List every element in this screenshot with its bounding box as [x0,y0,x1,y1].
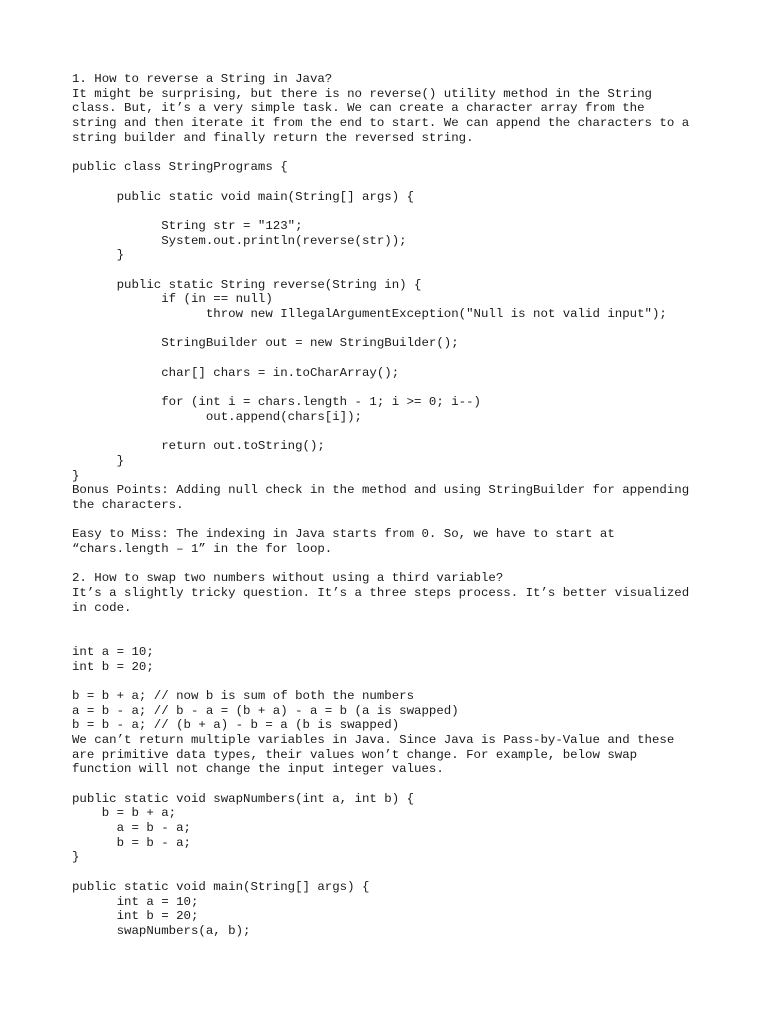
text-line: String str = "123"; [72,218,303,233]
text-line: public static String reverse(String in) { [72,277,422,292]
text-line: StringBuilder out = new StringBuilder(); [72,336,459,351]
text-line: b = b - a; [72,835,191,850]
text-line: “chars.length – 1” in the for loop. [72,542,333,556]
text-line [72,263,712,278]
text-line: string builder and finally return the reversed string. [72,130,474,145]
text-line: } [72,468,80,483]
text-line: in code. [72,600,132,615]
text-line: for (int i = chars.length - 1; i >= 0; i--) [72,395,481,410]
text-line [72,615,712,630]
text-line [72,865,712,880]
text-line [72,145,712,160]
text-line: 2. How to swap two numbers without using a third variable? [72,571,504,586]
text-line: b = b + a; // now b is sum of both the numbers [72,688,415,703]
text-line: b = b - a; // (b + a) - b = a (b is swapped) [72,718,400,733]
text-line [72,513,712,528]
text-line: char[] chars = in.toCharArray(); [72,365,400,380]
text-line: the characters. [72,497,184,512]
text-line: a = b - a; [72,821,191,836]
text-line: string and then iterate it from the end to start. We can append the characters to a [72,116,690,131]
text-line: public static void main(String[] args) { [72,879,370,894]
text-line [72,175,712,190]
text-line: } [72,453,125,468]
text-line [72,425,712,440]
text-line: public class StringPrograms { [72,160,288,175]
text-line: It’s a slightly tricky question. It’s a three steps process. It’s better visualized [72,586,690,601]
text-line [72,351,712,366]
text-line: throw new IllegalArgumentException("Null is not valid input"); [72,307,667,321]
text-line: public static void main(String[] args) { [72,189,415,204]
text-line: swapNumbers(a, b); [72,923,251,938]
text-line [72,674,712,689]
text-line: System.out.println(reverse(str)); [72,233,407,248]
text-line [72,322,712,337]
text-line: int b = 20; [72,659,154,674]
text-line: int a = 10; [72,644,154,659]
text-line [72,630,712,645]
text-line: are primitive data types, their values won’t change. For example, below swap [72,747,638,762]
text-line: It might be surprising, but there is no reverse() utility method in the String [72,86,652,101]
text-line [72,380,712,395]
text-line: We can’t return multiple variables in Java. Since Java is Pass-by-Value and these [72,732,675,747]
text-line [72,777,712,792]
text-line: out.append(chars[i]); [72,409,362,424]
document-text [72,72,712,939]
text-line: Easy to Miss: The indexing in Java starts from 0. So, we have to start at [72,527,615,542]
text-line: class. But, it’s a very simple task. We can create a character array from the [72,101,645,116]
text-line [72,204,712,219]
text-line: } [72,248,125,263]
text-line: int a = 10; [72,894,199,909]
text-line: b = b + a; [72,806,177,821]
text-line: a = b - a; // b - a = (b + a) - a = b (a is swapped) [72,703,459,718]
text-line: Bonus Points: Adding null check in the method and using StringBuilder for appending [72,483,690,498]
text-line: 1. How to reverse a String in Java? [72,72,333,86]
text-line [72,557,712,572]
text-line: return out.toString(); [72,439,325,454]
text-line: public static void swapNumbers(int a, int b) { [72,791,415,806]
text-line: function will not change the input integer values. [72,762,444,777]
text-line: } [72,850,80,865]
text-line: if (in == null) [72,292,273,307]
text-line: int b = 20; [72,909,199,924]
